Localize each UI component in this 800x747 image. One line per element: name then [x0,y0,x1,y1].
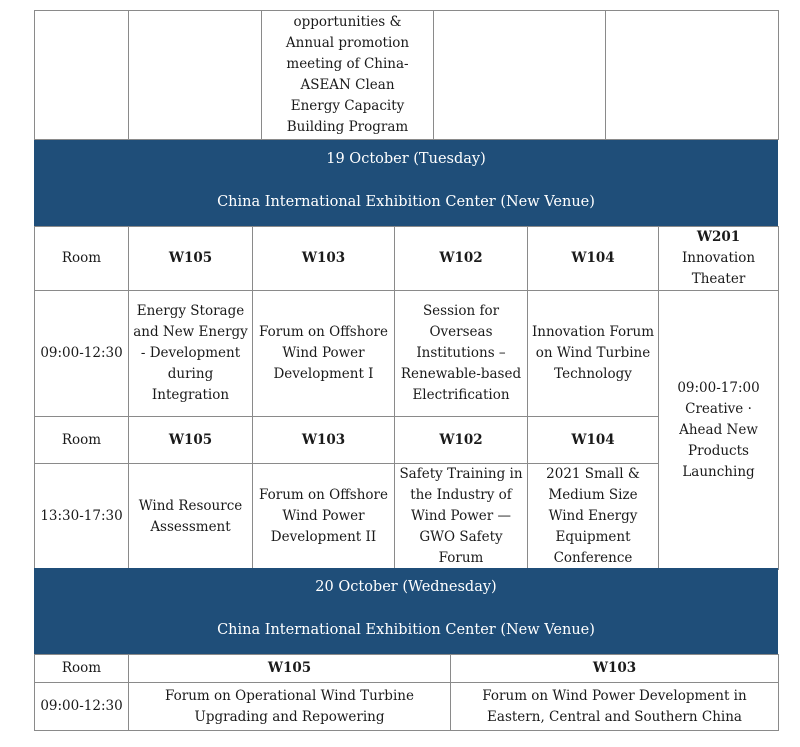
session-cell: Session for Overseas Institutions – Renewable-based Electrification [395,291,528,417]
room-label: Room [35,227,129,291]
time-slot-morning: 09:00-12:30 [35,683,129,731]
empty-cell [606,11,779,140]
empty-cell [434,11,606,140]
day-date: 19 October (Tuesday) [326,151,486,167]
room-w103: W103 [253,417,395,464]
room-w201-code: W201 [696,229,741,245]
day2-schedule-table [34,654,779,731]
day-venue: China International Exhibition Center (New Venue) [217,194,595,210]
day-banner-20-october [34,568,778,654]
theater-title: Creative · Ahead New Products Launching [679,400,758,480]
theater-time: 09:00-17:00 [677,379,760,396]
empty-cell [35,11,129,140]
session-cell: Forum on Offshore Wind Power Development II [253,464,395,570]
theater-session [659,291,779,570]
room-label: Room [35,655,129,683]
room-w201-name: Innovation Theater [681,250,756,287]
room-label: Room [35,417,129,464]
session-cell: Forum on Offshore Wind Power Development I [253,291,395,417]
session-cell: Forum on Operational Wind Turbine Upgrading and Repowering [129,683,451,731]
room-w102: W102 [395,417,528,464]
room-w104: W104 [528,227,659,291]
session-cell: 2021 Small & Medium Size Wind Energy Equipment Conference [528,464,659,570]
session-cell: Wind Resource Assessment [129,464,253,570]
time-slot-morning: 09:00-12:30 [35,291,129,417]
room-w103: W103 [451,655,779,683]
room-w105: W105 [129,417,253,464]
time-slot-afternoon: 13:30-17:30 [35,464,129,570]
room-w103: W103 [253,227,395,291]
session-cell: opportunities & Annual promotion meeting of China-ASEAN Clean Energy Capacity Building Program [262,11,434,140]
session-cell: Safety Training in the Industry of Wind Power —GWO Safety Forum [395,464,528,570]
room-w104: W104 [528,417,659,464]
room-w105: W105 [129,655,451,683]
room-w102: W102 [395,227,528,291]
day-venue: China International Exhibition Center (New Venue) [217,622,595,638]
day-date: 20 October (Wednesday) [315,579,497,595]
room-w105: W105 [129,227,253,291]
day-banner-19-october [34,140,778,226]
day1-schedule-table [34,226,779,570]
empty-cell [129,11,262,140]
previous-day-table-fragment [34,10,779,140]
session-cell: Innovation Forum on Wind Turbine Technology [528,291,659,417]
session-cell: Forum on Wind Power Development in Eastern, Central and Southern China [451,683,779,731]
session-cell: Energy Storage and New Energy - Development during Integration [129,291,253,417]
room-w201 [659,227,779,291]
